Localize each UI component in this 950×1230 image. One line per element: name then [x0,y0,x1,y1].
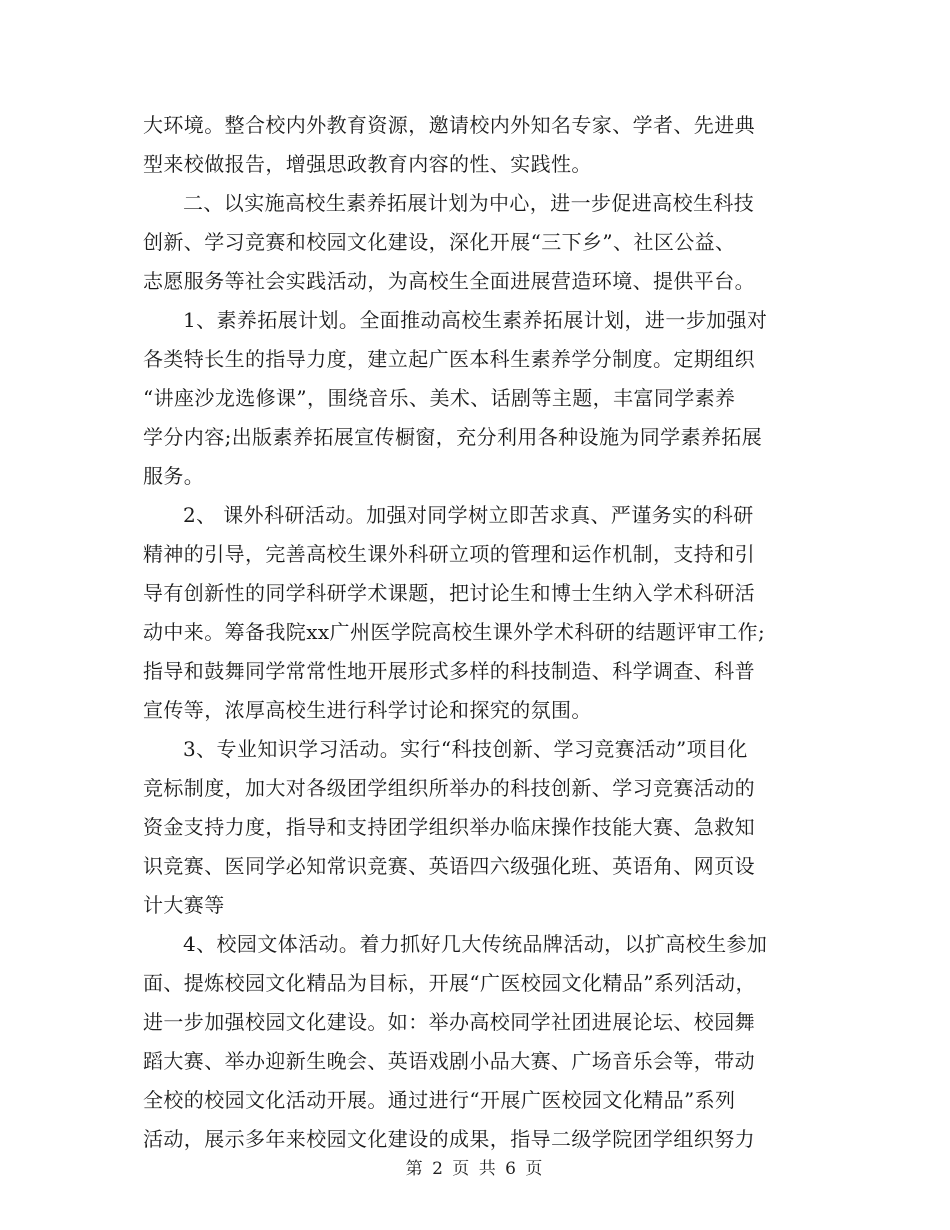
text-line: 创新、学习竞赛和校园文化建设，深化开展“三下乡”、社区公益、 [143,230,736,254]
text-line: 1、素养拓展计划。全面推动高校生素养拓展计划，进一步加强对 [183,308,768,332]
paragraph-item-1 [143,301,808,496]
text-line: 3、专业知识学习活动。实行“科技创新、学习竞赛活动”项目化 [183,737,748,761]
text-line: 型来校做报告，增强思政教育内容的性、实践性。 [143,152,592,176]
text-line: “讲座沙龙选修课”，围绕音乐、美术、话剧等主题，丰富同学素养 [143,386,736,410]
text-line: 全校的校园文化活动开展。通过进行“开展广医校园文化精品”系列 [143,1088,736,1112]
text-line: 动中来。筹备我院xx广州医学院高校生课外学术科研的结题评审工作; [143,620,766,644]
text-line: 宣传等，浓厚高校生进行科学讨论和探究的氛围。 [143,698,592,722]
text-line: 精神的引导，完善高校生课外科研立项的管理和运作机制，支持和引 [143,542,755,566]
text-line: 二、以实施高校生素养拓展计划为中心，进一步促进高校生科技 [183,191,755,215]
paragraph-item-3 [143,730,808,925]
text-line: 4、校园文体活动。着力抓好几大传统品牌活动，以扩高校生参加 [183,932,768,956]
text-line: 面、提炼校园文化精品为目标，开展“广医校园文化精品”系列活动， [143,971,756,995]
paragraph-item-4 [143,925,808,1159]
text-line: 资金支持力度，指导和支持团学组织举办临床操作技能大赛、急救知 [143,815,755,839]
paragraph-section-2 [143,184,808,301]
text-line: 2、 课外科研活动。加强对同学树立即苦求真、严谨务实的科研 [183,503,754,527]
text-line: 计大赛等 [143,893,225,917]
text-line: 各类特长生的指导力度，建立起广医本科生素养学分制度。定期组织 [143,347,755,371]
text-line: 进一步加强校园文化建设。如：举办高校同学社团进展论坛、校园舞 [143,1010,755,1034]
text-line: 服务。 [143,464,205,488]
text-line: 导有创新性的同学科研学术课题，把讨论生和博士生纳入学术科研活 [143,581,755,605]
text-line: 指导和鼓舞同学常常性地开展形式多样的科技制造、科学调查、科普 [143,659,755,683]
document-body [143,106,808,1159]
paragraph-item-2 [143,496,808,730]
text-line: 蹈大赛、举办迎新生晚会、英语戏剧小品大赛、广场音乐会等，带动 [143,1049,755,1073]
text-line: 志愿服务等社会实践活动，为高校生全面进展营造环境、提供平台。 [143,269,755,293]
text-line: 活动，展示多年来校园文化建设的成果，指导二级学院团学组织努力 [143,1127,755,1151]
paragraph-intro-continued [143,106,808,184]
text-line: 竞标制度，加大对各级团学组织所举办的科技创新、学习竞赛活动的 [143,776,755,800]
text-line: 识竞赛、医同学必知常识竞赛、英语四六级强化班、英语角、网页设 [143,854,755,878]
text-line: 学分内容;出版素养拓展宣传橱窗，充分利用各种设施为同学素养拓展 [143,425,763,449]
page-number-footer: 第 2 页 共 6 页 [405,1159,545,1179]
text-line: 大环境。整合校内外教育资源，邀请校内外知名专家、学者、先进典 [143,113,755,137]
